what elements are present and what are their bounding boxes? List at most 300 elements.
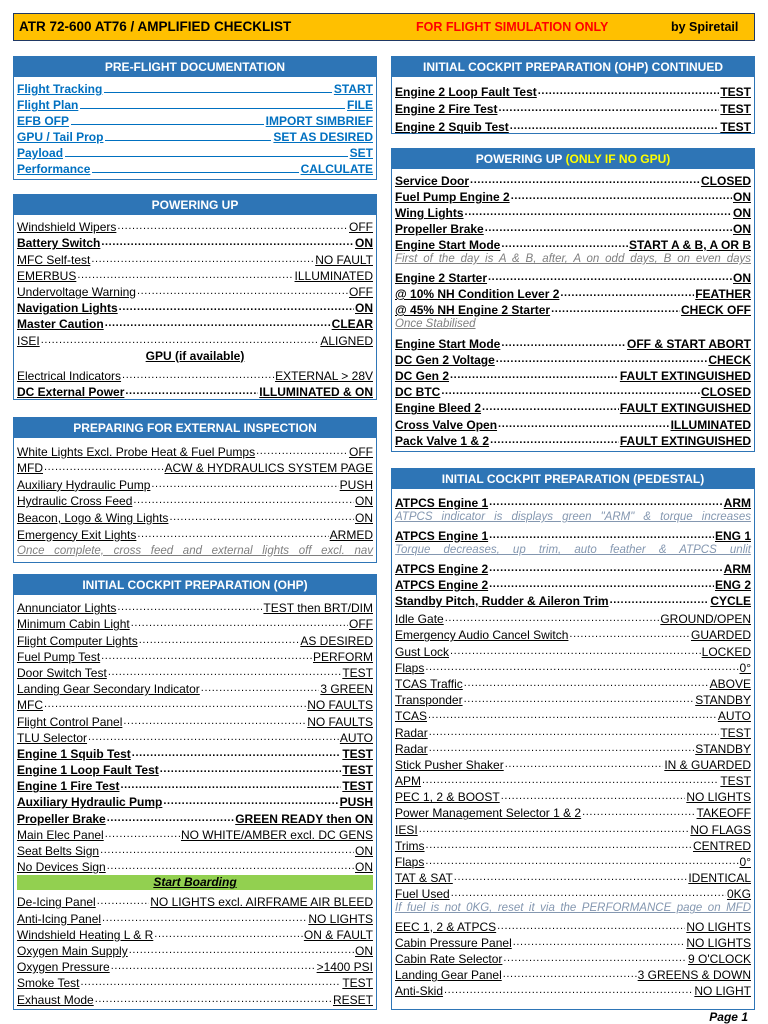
checklist-item-value: TEST then BRT/DIM: [263, 601, 373, 616]
checklist-item-label: TAT & SAT: [395, 871, 453, 886]
checklist-item-label: MFC: [17, 698, 43, 713]
dot-leader: [450, 645, 701, 659]
dot-leader: [41, 334, 320, 348]
checklist-row: [17, 218, 373, 234]
dot-leader: [510, 120, 720, 134]
checklist-row: [395, 950, 751, 966]
checklist-item-value: FEATHER: [695, 287, 751, 301]
checklist-item-label: PEC 1, 2 & BOOST: [395, 790, 500, 805]
checklist-row: [17, 80, 373, 96]
gpu-subheading: GPU (if available): [145, 348, 245, 363]
dot-leader: [501, 238, 628, 252]
ohp-list: [14, 595, 376, 874]
checklist-item-label: Fuel Used: [395, 887, 450, 902]
checklist-item-value: NO LIGHTS: [308, 911, 373, 926]
dot-leader: [422, 774, 719, 788]
checklist-item-label: EFB OFP: [17, 114, 70, 128]
checklist-item-label: @ 45% NH Engine 2 Starter: [395, 303, 551, 317]
checklist-item-value: FILE: [347, 98, 373, 112]
checklist-item-value: NO WHITE/AMBER excl. DC GENS: [180, 827, 373, 842]
checklist-item-value: FAULT EXTINGUISHED: [619, 433, 751, 448]
dot-leader: [80, 976, 341, 990]
checklist-item-value: TAKEOFF: [696, 806, 751, 821]
dot-leader: [450, 369, 619, 383]
checklist-item-label: Flight Tracking: [17, 82, 103, 96]
checklist-item-label: Landing Gear Panel: [395, 968, 502, 983]
checklist-item-value: LOCKED: [701, 644, 751, 659]
checklist-item-label: Electrical Indicators: [17, 368, 122, 383]
dot-leader: [101, 236, 354, 250]
checklist-item-value: CLOSED: [700, 385, 751, 400]
dot-leader: [77, 269, 293, 283]
checklist-row: [395, 527, 751, 543]
checklist-row: [17, 459, 373, 476]
checklist-item-label: TCAS: [395, 709, 428, 724]
checklist-item-value: START: [333, 82, 373, 96]
checklist-item-label: Main Elec Panel: [17, 827, 104, 842]
checklist-item-value: PERFORM: [313, 649, 373, 664]
dot-leader: [131, 617, 348, 631]
checklist-item-value: ON: [355, 494, 373, 509]
checklist-row: [17, 112, 373, 128]
checklist-item-value: 0°: [739, 855, 751, 869]
dot-leader: [464, 693, 695, 707]
dot-leader: [44, 461, 164, 475]
checklist-item-label: Anti-Skid: [395, 984, 444, 999]
checklist-item-label: Power Management Selector 1 & 2: [395, 806, 582, 821]
checklist-item-label: ISEI: [17, 333, 40, 348]
stabilised-note: Once Stabilised: [395, 318, 476, 330]
checklist-item-label: Smoke Test: [17, 976, 80, 991]
atpcs-note-2: Torque decreases, up trim, auto feather & ATPCS unlit: [395, 544, 751, 556]
checklist-row: [395, 432, 751, 448]
dot-leader: [107, 812, 234, 826]
checklist-item-label: White Lights Excl. Probe Heat & Fuel Pumps: [17, 444, 256, 459]
checklist-row: [17, 525, 373, 542]
dot-leader: [102, 912, 307, 926]
checklist-row: [17, 696, 373, 712]
checklist-item-value: ON: [355, 943, 373, 958]
checklist-item-value: AUTO: [717, 709, 751, 724]
checklist-item-value: ON: [355, 236, 373, 251]
checklist-row: [17, 128, 373, 144]
checklist-item-value: ON: [733, 271, 751, 285]
checklist-row: [395, 99, 751, 117]
checklist-item-label: Gust Lock: [395, 644, 450, 659]
checklist-row: [395, 820, 751, 836]
checklist-item-label: EEC 1, 2 & ATPCS: [395, 919, 497, 934]
checklist-row: [17, 858, 373, 874]
checklist-item-label: APM: [395, 774, 422, 789]
checklist-item-value: NO FAULTS: [307, 698, 373, 713]
section-title: PRE-FLIGHT DOCUMENTATION: [14, 57, 376, 77]
checklist-item-label: IESI: [395, 822, 418, 837]
dot-leader: [80, 108, 345, 109]
checklist-item-label: Engine Start Mode: [395, 238, 501, 252]
dot-leader: [489, 496, 723, 510]
checklist-item-label: ATPCS Engine 2: [395, 578, 489, 592]
dot-leader: [100, 844, 354, 858]
dot-leader: [501, 337, 626, 351]
checklist-item-label: Service Door: [395, 174, 470, 188]
dot-leader: [489, 562, 723, 576]
checklist-row: [17, 250, 373, 266]
checklist-row: [395, 772, 751, 788]
checklist-item-value: NO LIGHT: [694, 984, 751, 999]
section-title: POWERING UP: [14, 195, 376, 215]
preflight-section: [13, 56, 377, 180]
checklist-item-label: Flight Control Panel: [17, 714, 123, 729]
external-note: Once complete, cross feed and external lights off excl. nav: [17, 544, 373, 557]
checklist-item-label: Cabin Rate Selector: [395, 951, 503, 966]
checklist-item-label: Emergency Audio Cancel Switch: [395, 628, 569, 643]
checklist-item-value: ILLUMINATED: [670, 417, 751, 432]
pedestal-list-a: [392, 489, 754, 510]
checklist-item-value: TEST: [720, 102, 751, 116]
dot-leader: [201, 682, 320, 696]
checklist-item-label: Navigation Lights: [17, 301, 118, 316]
checklist-item-value: 3 GREEN: [320, 682, 373, 697]
dot-leader: [425, 661, 738, 675]
checklist-item-value: GREEN READY then ON: [235, 811, 373, 826]
checklist-item-label: Undervoltage Warning: [17, 284, 136, 299]
dot-leader: [105, 140, 271, 141]
checklist-item-label: Cross Valve Open: [395, 417, 498, 432]
checklist-item-value: OFF: [349, 617, 373, 632]
checklist-row: [17, 367, 373, 383]
checklist-item-value: NO FAULTS: [307, 714, 373, 729]
checklist-row: [395, 236, 751, 252]
checklist-item-value: OFF & START ABORT: [627, 337, 751, 352]
checklist-row: [17, 990, 373, 1006]
checklist-row: [17, 942, 373, 958]
checklist-row: [395, 966, 751, 982]
checklist-item-label: Exhaust Mode: [17, 992, 94, 1007]
checklist-row: [395, 837, 751, 853]
dot-leader: [123, 715, 306, 729]
checklist-item-value: IDENTICAL: [688, 871, 751, 886]
dot-leader: [489, 529, 714, 543]
checklist-row: [395, 81, 751, 99]
checklist-row: [395, 301, 751, 317]
checklist-header: [13, 13, 755, 41]
dot-leader: [429, 742, 695, 756]
checklist-item-value: ON: [733, 206, 751, 220]
checklist-item-label: Engine Start Mode: [395, 337, 501, 352]
checklist-item-label: Pack Valve 1 & 2: [395, 433, 490, 448]
checklist-row: [395, 220, 751, 236]
checklist-row: [17, 492, 373, 509]
checklist-row: [395, 172, 751, 188]
checklist-item-value: ENG 2: [714, 578, 751, 592]
checklist-item-value: TEST: [720, 84, 751, 99]
checklist-item-label: Propeller Brake: [17, 811, 106, 826]
checklist-row: [395, 917, 751, 933]
checklist-row: [17, 893, 373, 909]
dot-leader: [489, 578, 714, 592]
checklist-row: [17, 680, 373, 696]
section-title: INITIAL COCKPIT PREPARATION (OHP) CONTINUED: [392, 57, 754, 77]
dot-leader: [451, 887, 726, 901]
checklist-item-value: AS DESIRED: [300, 633, 373, 648]
section-title: INITIAL COCKPIT PREPARATION (OHP): [14, 575, 376, 595]
powering-up-no-gpu-section: [391, 148, 755, 452]
checklist-item-value: >1400 PSI: [316, 960, 373, 975]
checklist-row: [17, 442, 373, 459]
dot-leader: [569, 628, 690, 642]
sim-only-notice: FOR FLIGHT SIMULATION ONLY: [416, 20, 609, 34]
checklist-row: [17, 299, 373, 315]
dot-leader: [429, 726, 720, 740]
checklist-item-value: 9 O'CLOCK: [688, 951, 751, 966]
checklist-row: [395, 982, 751, 998]
pedestal-list-b: [392, 524, 754, 543]
checklist-row: [395, 642, 751, 658]
section-title: INITIAL COCKPIT PREPARATION (PEDESTAL): [392, 469, 754, 489]
checklist-item-label: Engine 2 Loop Fault Test: [395, 84, 537, 99]
dot-leader: [551, 303, 680, 317]
dot-leader: [154, 928, 303, 942]
dot-leader: [105, 317, 331, 331]
checklist-item-value: ON: [355, 860, 373, 875]
checklist-item-value: NO LIGHTS excl. AIRFRAME AIR BLEED: [150, 895, 373, 910]
dot-leader: [497, 920, 685, 934]
checklist-item-value: CLEAR: [331, 317, 373, 332]
pedestal-section: [391, 468, 755, 1010]
checklist-row: [17, 809, 373, 825]
checklist-item-label: Trims: [395, 838, 425, 853]
page-number: Page 1: [709, 1010, 748, 1024]
no-gpu-list-c: [392, 331, 754, 448]
dot-leader: [513, 936, 686, 950]
checklist-item-label: Transponder: [395, 693, 463, 708]
checklist-row: [17, 267, 373, 283]
checklist-row: [17, 315, 373, 331]
checklist-item-label: Flight Computer Lights: [17, 633, 138, 648]
external-list: [14, 438, 376, 542]
dot-leader: [122, 369, 274, 383]
checklist-item-value: NO LIGHTS: [686, 790, 751, 805]
checklist-item-label: Performance: [17, 162, 91, 176]
checklist-item-value: AUTO: [339, 730, 373, 745]
checklist-item-value: CLOSED: [700, 174, 751, 188]
checklist-row: [395, 399, 751, 415]
checklist-item-value: IN & GUARDED: [664, 757, 751, 772]
checklist-row: [17, 508, 373, 525]
checklist-item-label: GPU / Tail Prop: [17, 130, 104, 144]
section-title-condition: (ONLY IF NO GPU): [565, 152, 671, 166]
checklist-item-label: Windshield Wipers: [17, 220, 117, 235]
external-inspection-section: [13, 417, 377, 563]
dot-leader: [117, 601, 262, 615]
dot-leader: [108, 666, 342, 680]
checklist-item-value: ARMED: [329, 527, 373, 542]
checklist-item-label: EMERBUS: [17, 268, 77, 283]
checklist-row: [17, 761, 373, 777]
dot-leader: [104, 92, 332, 93]
checklist-item-label: ATPCS Engine 1: [395, 529, 489, 543]
checklist-row: [395, 204, 751, 220]
dot-leader: [454, 871, 688, 885]
dot-leader: [107, 860, 354, 874]
checklist-item-label: Engine Bleed 2: [395, 401, 482, 416]
checklist-row: [17, 615, 373, 631]
checklist-row: [17, 745, 373, 761]
checklist-item-value: PUSH: [339, 795, 373, 810]
checklist-item-label: DC BTC: [395, 385, 441, 400]
checklist-row: [17, 599, 373, 615]
checklist-item-label: ATPCS Engine 1: [395, 496, 489, 510]
checklist-item-value: SET: [349, 146, 373, 160]
checklist-item-label: Engine 1 Loop Fault Test: [17, 763, 159, 778]
dot-leader: [119, 301, 354, 315]
dot-leader: [44, 698, 306, 712]
atpcs-note-1: ATPCS indicator is displays green "ARM" & torque increases: [395, 511, 751, 523]
dot-leader: [169, 511, 354, 525]
powering-up-section: [13, 194, 377, 400]
checklist-row: [395, 691, 751, 707]
checklist-row: [17, 96, 373, 112]
dot-leader: [101, 650, 312, 664]
checklist-item-label: Emergency Exit Lights: [17, 527, 137, 542]
section-title: PREPARING FOR EXTERNAL INSPECTION: [14, 418, 376, 438]
checklist-item-label: De-Icing Panel: [17, 895, 96, 910]
checklist-item-label: DC External Power: [17, 384, 125, 399]
checklist-item-value: OFF: [349, 220, 373, 235]
checklist-item-label: Hydraulic Cross Feed: [17, 494, 133, 509]
checklist-item-value: FAULT EXTINGUISHED: [619, 401, 751, 416]
checklist-item-value: NO FAULT: [315, 252, 373, 267]
checklist-item-value: ARM: [723, 496, 751, 510]
dot-leader: [501, 790, 686, 804]
checklist-item-label: Standby Pitch, Rudder & Aileron Trim: [395, 594, 609, 608]
checklist-item-value: OFF: [349, 444, 373, 459]
dot-leader: [160, 763, 342, 777]
checklist-item-value: ARM: [723, 562, 751, 576]
checklist-row: [17, 842, 373, 858]
dot-leader: [470, 174, 700, 188]
checklist-item-label: Beacon, Logo & Wing Lights: [17, 510, 169, 525]
checklist-item-label: Flight Plan: [17, 98, 79, 112]
dot-leader: [97, 895, 150, 909]
checklist-item-value: ILLUMINATED & ON: [259, 384, 373, 399]
checklist-item-label: Oxygen Pressure: [17, 960, 110, 975]
checklist-item-label: Windshield Heating L & R: [17, 927, 154, 942]
dot-leader: [88, 731, 339, 745]
dot-leader: [511, 190, 732, 204]
checklist-row: [395, 885, 751, 901]
dot-leader: [256, 445, 348, 459]
checklist-item-value: ON: [355, 301, 373, 316]
start-boarding-banner: Start Boarding: [17, 875, 373, 890]
checklist-item-value: CHECK: [708, 353, 751, 368]
checklist-row: [17, 958, 373, 974]
checklist-item-value: FAULT EXTINGUISHED: [619, 369, 751, 384]
checklist-row: [17, 777, 373, 793]
checklist-item-value: TEST: [720, 725, 751, 740]
checklist-item-label: Oxygen Main Supply: [17, 943, 128, 958]
pedestal-list-c: [392, 557, 754, 608]
checklist-row: [395, 853, 751, 869]
dot-leader: [117, 220, 348, 234]
checklist-item-label: Auxiliary Hydraulic Pump: [17, 477, 151, 492]
checklist-item-label: Auxiliary Hydraulic Pump: [17, 795, 163, 810]
checklist-item-label: Radar: [395, 741, 428, 756]
checklist-row: [17, 383, 373, 399]
checklist-row: [395, 804, 751, 820]
checklist-row: [395, 383, 751, 399]
checklist-item-label: Engine 2 Fire Test: [395, 102, 498, 116]
checklist-item-value: TEST: [342, 779, 373, 794]
checklist-row: [17, 793, 373, 809]
checklist-item-value: CYCLE: [710, 594, 751, 608]
checklist-item-value: TEST: [342, 976, 373, 991]
checklist-item-label: Engine 2 Starter: [395, 271, 488, 285]
checklist-row: [395, 740, 751, 756]
checklist-row: [17, 475, 373, 492]
dot-leader: [91, 253, 314, 267]
checklist-item-label: Stick Pusher Shaker: [395, 757, 504, 772]
dot-leader: [498, 418, 670, 432]
checklist-item-value: IMPORT SIMBRIEF: [265, 114, 373, 128]
checklist-item-label: Door Switch Test: [17, 665, 107, 680]
checklist-item-value: SET AS DESIRED: [273, 130, 373, 144]
checklist-row: [395, 285, 751, 301]
checklist-row: [395, 269, 751, 285]
dot-leader: [503, 968, 637, 982]
dot-leader: [95, 993, 332, 1007]
checklist-item-value: STANDBY: [695, 693, 751, 708]
dot-leader: [465, 206, 732, 220]
checklist-item-value: ON & FAULT: [303, 927, 373, 942]
checklist-row: [17, 974, 373, 990]
dot-leader: [425, 855, 738, 869]
checklist-row: [17, 729, 373, 745]
checklist-item-label: No Devices Sign: [17, 860, 106, 875]
start-mode-note: First of the day is A & B, after, A on odd days, B on even days: [395, 253, 751, 265]
checklist-item-label: Engine 1 Squib Test: [17, 746, 131, 761]
dot-leader: [92, 172, 298, 173]
dot-leader: [428, 709, 717, 723]
checklist-item-label: Master Caution: [17, 317, 104, 332]
dot-leader: [582, 806, 695, 820]
dot-leader: [498, 102, 719, 116]
checklist-item-value: START A & B, A OR B: [629, 238, 751, 252]
preflight-list: [14, 77, 376, 176]
checklist-item-label: TLU Selector: [17, 730, 88, 745]
checklist-item-label: Flaps: [395, 660, 425, 675]
dot-leader: [445, 612, 660, 626]
dot-leader: [490, 434, 619, 448]
checklist-row: [395, 723, 751, 739]
dot-leader: [441, 385, 700, 399]
dot-leader: [488, 271, 732, 285]
checklist-row: [395, 560, 751, 576]
checklist-item-label: Anti-Icing Panel: [17, 911, 102, 926]
checklist-item-label: MFC Self-test: [17, 252, 91, 267]
checklist-item-label: Minimum Cabin Light: [17, 617, 130, 632]
no-gpu-list-b: [392, 266, 754, 317]
checklist-item-value: TEST: [342, 746, 373, 761]
checklist-item-value: ILLUMINATED: [294, 268, 373, 283]
checklist-item-value: EXTERNAL > 28V: [275, 368, 373, 383]
checklist-item-label: @ 10% NH Condition Lever 2: [395, 287, 560, 301]
dot-leader: [505, 758, 664, 772]
checklist-item-value: CHECK OFF: [681, 303, 751, 317]
checklist-item-label: Annunciator Lights: [17, 601, 117, 616]
dot-leader: [125, 385, 258, 399]
checklist-item-value: STANDBY: [695, 741, 751, 756]
